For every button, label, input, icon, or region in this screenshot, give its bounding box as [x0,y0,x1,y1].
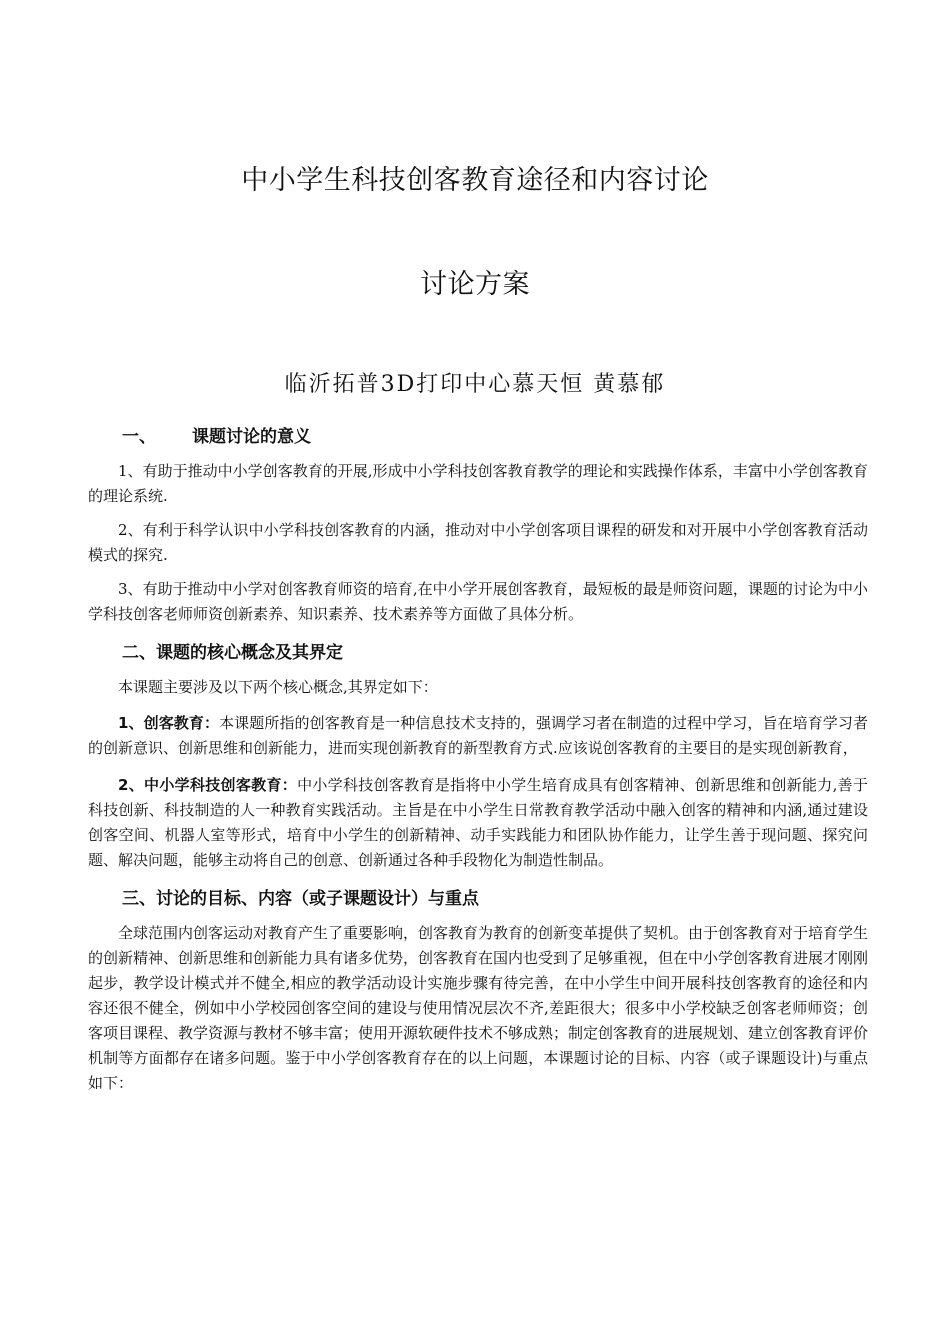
document-subtitle: 讨论方案 [420,269,530,300]
section-2-concept-1 [88,711,868,761]
concept-2-definition: 中小学科技创客教育是指将中小学生培育成具有创客精神、创新思维和创新能力,善于科技创新、科技制造的人一种教育实践活动。主旨是在中小学生日常教育教学活动中融入创客的精神和内涵,通过建设创客空间、机器人室等形式，培育中小学生的创新精神、动手实践能力和团队协作能力，让学生善于现问题、探究问题、解决问题，能够主动将自己的创意、创新通过各种手段物化为制造性制品。 [88,776,868,869]
section-1-number: 一、 [122,427,156,447]
document-body [88,423,868,1096]
section-2-intro: 本课题主要涉及以下两个核心概念,其界定如下： [118,678,438,696]
concept-2-term: 2、中小学科技创客教育： [118,776,298,794]
section-1-paragraph-1: 1、有助于推动中小学创客教育的开展,形成中小学科技创客教育教学的理论和实践操作体系，丰富中小学创客教育的理论系统. [88,462,868,505]
document-title: 中小学生科技创客教育途径和内容讨论 [241,165,709,196]
section-1-title: 课题讨论的意义 [192,427,311,447]
section-3-heading: 三、讨论的目标、内容（或子课题设计）与重点 [122,889,479,909]
section-1-paragraph-2: 2、有利于科学认识中小学科技创客教育的内涵，推动对中小学创客项目课程的研发和对开展中小学创客教育活动模式的探究. [88,521,868,564]
section-3-paragraph: 全球范围内创客运动对教育产生了重要影响，创客教育为教育的创新变革提供了契机。由于创客教育对于培育学生的创新精神、创新思维和创新能力具有诸多优势，创客教育在国内也受到了足够重视，但在中小学创客教育进展才刚刚起步，教学设计模式并不健全,相应的教学活动设计实施步骤有待完善，在中小学生中间开展科技创客教育的途径和内容还很不健全，例如中小学校园创客空间的建设与使用情况层次不齐,差距很大；很多中小学校缺乏创客老师师资；创客项目课程、教学资源与教材不够丰富；使用开源软硬件技术不够成熟；制定创客教育的进展规划、建立创客教育评价机制等方面都存在诸多问题。鉴于中小学创客教育存在的以上问题，本课题讨论的目标、内容（或子课题设计)与重点如下： [88,924,869,1092]
section-2-concept-2 [88,773,868,873]
section-1-heading [122,423,868,451]
concept-1-term: 1、创客教育： [118,714,220,732]
concept-1-definition: 本课题所指的创客教育是一种信息技术支持的，强调学习者在制造的过程中学习，旨在培育学习者的创新意识、创新思维和创新能力，进而实现创新教育的新型教育方式.应该说创客教育的主要目的是实现创新教育， [88,714,868,757]
section-2-heading: 二、课题的核心概念及其界定 [122,643,343,663]
document-authors: 临沂拓普3D打印中心慕天恒 黄慕郁 [284,372,666,397]
section-1-paragraph-3: 3、有助于推动中小学对创客教育师资的培育,在中小学开展创客教育，最短板的最是师资问题，课题的讨论为中小学科技创客老师师资创新素养、知识素养、技术素养等方面做了具体分析。 [88,580,868,623]
